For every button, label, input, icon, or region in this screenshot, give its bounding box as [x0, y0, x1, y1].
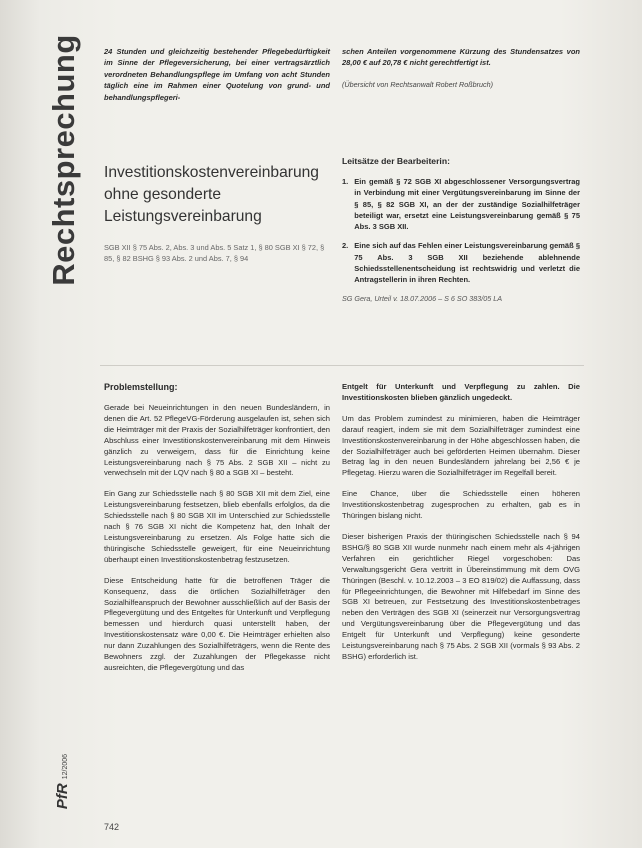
paragraph: Eine Chance, über die Schiedsstelle einen höheren Investitionskostenbetrag zugesprochen zu erhalten, gab es in Thüringen bislang nicht. — [342, 489, 580, 521]
principle-item: 2. Eine sich auf das Fehlen einer Leistungsvereinbarung gemäß § 75 Abs. 3 SGB XII beziehende ablehnende Schiedsstellenentscheidung ist rechtswidrig und verletzt die Antragstellerin in ihren Rechten. — [342, 241, 580, 285]
section-divider — [100, 365, 584, 366]
page-number: 742 — [104, 822, 120, 832]
intro-continuation: 24 Stunden und gleichzeitig bestehender Pflegebedürftigkeit im Sinne der Pflegeversicherung, bei einer vertragsärztlich verordneten Behandlungspflege im Umfang von acht Stunden täglich eine im Rahmen einer Quotelung von grund- und behandlungspflegeri- — [104, 47, 330, 102]
article-header — [104, 162, 332, 264]
journal-logo: PfR 12/2006 — [54, 753, 72, 809]
paragraph: Entgelt für Unterkunft und Verpflegung zu zahlen. Die Investitionskosten blieben gänzlich ungedeckt. — [342, 382, 580, 402]
body-column-right — [342, 382, 580, 673]
body-column-left — [104, 403, 330, 684]
article-title: Investitionskostenvereinbarung ohne gesonderte Leistungsvereinbarung — [104, 164, 319, 225]
guiding-principles — [342, 156, 580, 303]
paragraph: Ein Gang zur Schiedsstelle nach § 80 SGB XII mit dem Ziel, eine Leistungsvereinbarung festsetzen, blieb ebenfalls erfolglos, da die Schiedsstelle nach § 80 SGB XII im Unterschied zur Schiedsstelle nach § 76 SGB XI nicht die Kompetenz hat, den Inhalt der Leistungsvereinbarung zu ersetzen. Als Folge hatte sich die thüringische Schiedsstelle geweigert, für eine Neueinrichtung überhaupt einen Investitionskostenbetrag festzusetzen. — [104, 489, 330, 564]
principle-item: 1. Ein gemäß § 72 SGB XI abgeschlossener Versorgungsvertrag in Verbindung mit einer Vergütungsvereinbarung im Sinne der § 85, § 82 SGB XI, an der der zuständige Sozialhilfeträger beteiligt war, ersetzt eine Leistungsvereinbarung gemäß § 75 Abs. 3 SGB XII. — [342, 177, 580, 232]
paragraph: Diese Entscheidung hatte für die betroffenen Träger die Konsequenz, dass die örtlichen Sozialhilfeträger den Sozialhilfeanspruch der Bewohner ausschließlich auf der Basis der Pflegevergütung und des Entgeltes für Unterkunft und Verpflegung bemessen und hierdurch quasi unterstellt haben, der Investitionskostensatz wäre 0,00 €. Die Heimträger erhielten also nur dann Zuzahlungen des Sozialhilfeträgers, wenn die Rente des Bewohners zzgl. der Zuzahlungen der Pflegekasse nicht ausreichten, die Pflegevergütung und das — [104, 575, 330, 672]
court-reference: SG Gera, Urteil v. 18.07.2006 – S 6 SO 383/05 LA — [342, 293, 503, 303]
paragraph: Um das Problem zumindest zu minimieren, haben die Heimträger darauf reagiert, indem sie mit dem Sozialhilfeträger zumindest eine Investitionskostenvereinbarung in der Höhe abgeschlossen haben, die der Sozialhilfeträger auch bei geförderten Heimen übernahm. Dieser Betrag lag in den neuen Bundesländern jahrelang bei 2,56 € je Pflegetag. Hierzu waren die Sozialhilfeträger im Regelfall bereit. — [342, 413, 580, 478]
author-credit: (Übersicht von Rechtsanwalt Robert Roßbruch) — [342, 79, 493, 89]
paragraph: Gerade bei Neueinrichtungen in den neuen Bundesländern, in denen die Art. 52 PflegeVG-Förderung ausgelaufen ist, sehen sich die Heimträger mit der Praxis der Sozialhilfeträger konfrontiert, den Abschluss einer Investitionskostenvereinbarung mit dem Hinweis gänzlich zu verweigern, dass für die Einrichtung keine Leistungsvereinbarung nach § 75 Abs. 2 SGB XII – nicht zu verwechseln mit der LQV nach § 80 a SGB XI – besteht. — [104, 403, 330, 478]
problem-heading: Problemstellung: — [104, 382, 178, 392]
intro-continuation-right: schen Anteilen vorgenommene Kürzung des Stundensatzes von 28,00 € auf 20,78 € nicht gerechtfertigt ist. (Übersicht von Rechtsanwalt Robert Roßbruch) — [342, 47, 580, 89]
guiding-principles-heading: Leitsätze der Bearbeiterin: — [342, 156, 450, 166]
statute-citation: SGB XII § 75 Abs. 2, Abs. 3 und Abs. 5 Satz 1, § 80 SGB XI § 72, § 85, § 82 BSHG § 93 Abs. 2 und Abs. 7, § 94 — [104, 243, 325, 263]
section-label: Rechtsprechung — [46, 34, 82, 286]
paragraph: Dieser bisherigen Praxis der thüringischen Schiedsstelle nach § 94 BSHG/§ 80 SGB XII wurde nunmehr nach einem mehr als 4-jährigen Verfahren ein gerichtlicher Riegel vorgeschoben: Das Verwaltungsgericht Gera vertritt in Übereinstimmung mit dem OVG Thüringen (Beschl. v. 10.12.2003 – 3 EO 819/02) die Auffassung, dass für Pflegeeinrichtungen, die Bewohner mit Hilfebedarf im Sinne des SGB XI betreuen, zur Festsetzung des Investitionskostenbetrages neben den Verträgen des SGB XI (seinerzeit nur Versorgungsvertrag und Vergütungsvereinbarung über die Pflegevergütung und das Entgelt für Unterkunft und Verpflegung) keine gesonderte Leistungsvereinbarung nach § 75 Abs. 2 SGB XII (vormals § 93 Abs. 2 BSHG) erforderlich ist. — [342, 531, 580, 661]
